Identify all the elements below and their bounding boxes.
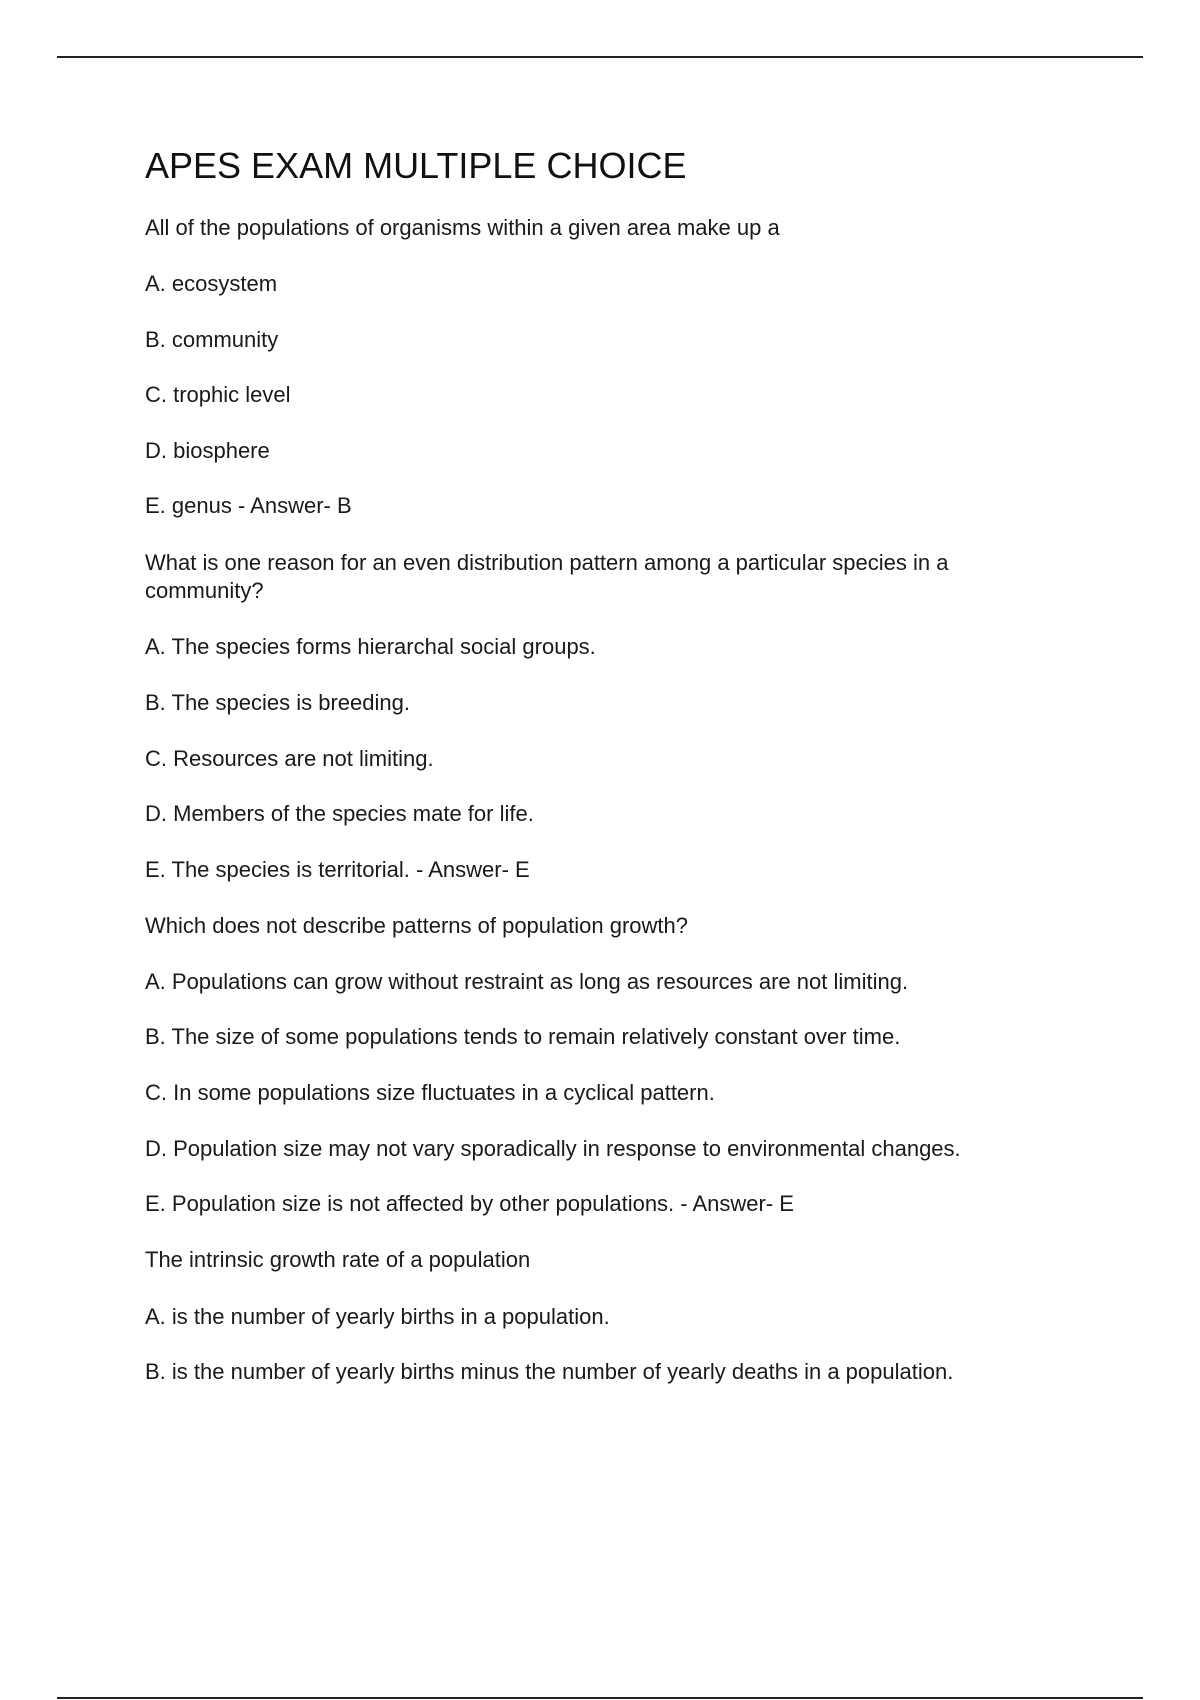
answer-option: C. In some populations size fluctuates in a cyclical pattern. [145,1080,715,1105]
page-title: APES EXAM MULTIPLE CHOICE [145,145,687,186]
question-stem: What is one reason for an even distribution pattern among a particular species in a community? [145,550,949,603]
answer-option: D. Members of the species mate for life. [145,801,534,826]
answer-option: B. community [145,327,279,352]
answer-option: B. The species is breeding. [145,690,410,715]
answer-option: B. is the number of yearly births minus the number of yearly deaths in a population. [145,1359,954,1384]
answer-option: E. The species is territorial. - Answer- E [145,857,530,882]
question-stem: Which does not describe patterns of population growth? [145,913,688,938]
answer-option: B. The size of some populations tends to remain relatively constant over time. [145,1024,901,1049]
answer-option: D. Population size may not vary sporadically in response to environmental changes. [145,1136,961,1161]
answer-option: A. Populations can grow without restraint as long as resources are not limiting. [145,969,909,994]
answer-option: C. trophic level [145,382,291,407]
answer-option: A. The species forms hierarchal social groups. [145,634,596,659]
answer-option: E. Population size is not affected by other populations. - Answer- E [145,1191,794,1216]
question-stem: The intrinsic growth rate of a population [145,1247,531,1272]
answer-option: C. Resources are not limiting. [145,746,434,771]
answer-option: A. ecosystem [145,271,278,296]
footer-rule [57,1697,1143,1699]
answer-option: E. genus - Answer- B [145,493,352,518]
answer-option: D. biosphere [145,438,270,463]
answer-option: A. is the number of yearly births in a population. [145,1304,610,1329]
question-stem: All of the populations of organisms within a given area make up a [145,215,780,240]
header-rule [57,56,1143,58]
